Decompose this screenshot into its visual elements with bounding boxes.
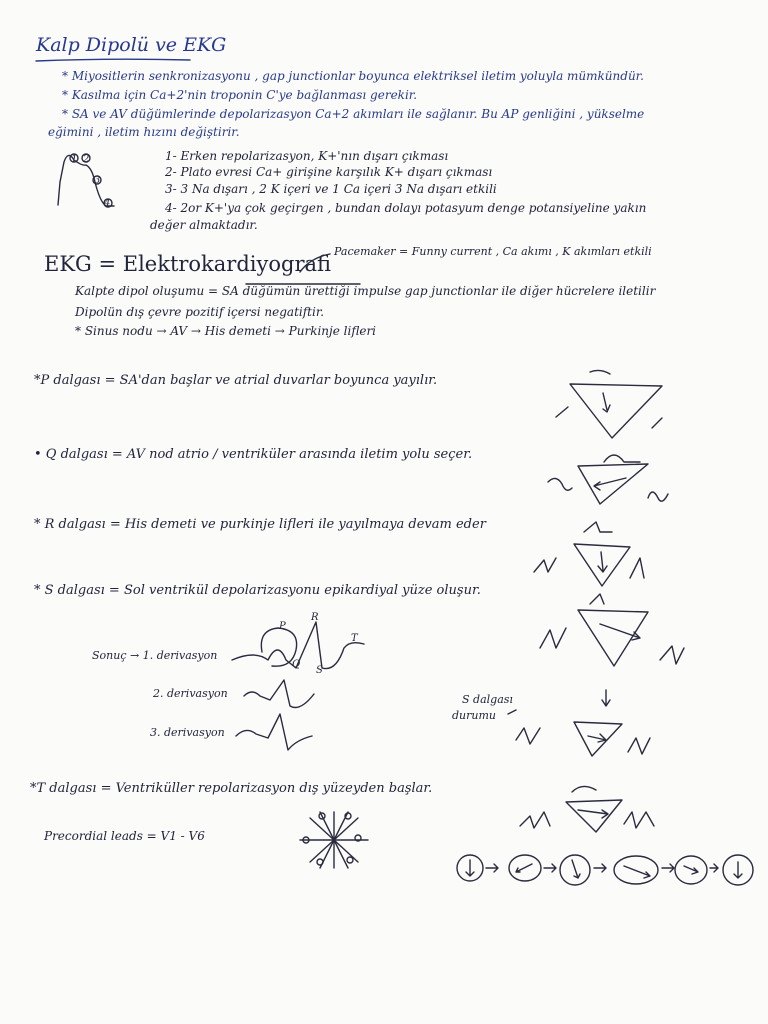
title-underline	[36, 59, 190, 61]
derivation-2-label: 2. derivasyon	[153, 687, 228, 700]
p-wave-heart-triangle	[556, 370, 662, 438]
wave-letter-p: P	[279, 621, 286, 632]
pacemaker-arrow	[300, 254, 330, 272]
s-wave-heart-triangle	[540, 594, 684, 666]
pacemaker-note: Pacemaker = Funny current , Ca akımı , K akımları etkili	[334, 245, 652, 258]
ap-phase-marker: 4	[104, 198, 111, 209]
ap-phase-marker: 1	[71, 154, 78, 165]
wave-letter-q: Q	[292, 659, 301, 670]
page-title: Kalp Dipolü ve EKG	[36, 34, 227, 56]
intro-line: * Miyositlerin senkronizasyonu , gap junctionlar boyunca elektriksel iletim yoluyla mümkündür.	[62, 69, 644, 83]
s-note-line: durumu	[452, 709, 496, 722]
s-note-line: S dalgası	[462, 693, 513, 706]
q-wave-text: • Q dalgası = AV nod atrio / ventriküler arasında iletim yolu seçer.	[34, 447, 473, 462]
ap-phase-line: 1- Erken repolarizasyon, K+'nın dışarı çıkması	[165, 149, 449, 163]
r-wave-text: * R dalgası = His demeti ve purkinje lifleri ile yayılmaya devam eder	[34, 517, 486, 532]
ap-phase-line: 4- 2or K+'ya çok geçirgen , bundan dolayı potasyum denge potansiyeline yakın	[165, 201, 647, 215]
p-wave-text: *P dalgası = SA'dan başlar ve atrial duvarlar boyunca yayılır.	[34, 373, 438, 388]
precordial-leads-star	[300, 812, 368, 868]
ekg-line: Dipolün dış çevre pozitif içersi negatiftir.	[75, 305, 325, 319]
ap-phase-line: değer almaktadır.	[150, 218, 258, 232]
wave-letter-s: S	[316, 665, 323, 676]
q-wave-heart-triangle	[548, 455, 668, 504]
s-wave-text: * S dalgası = Sol ventrikül depolarizasyonu epikardiyal yüze oluşur.	[34, 583, 481, 598]
ap-phase-marker: 3	[94, 175, 101, 186]
ekg-line: * Sinus nodu → AV → His demeti → Purkinje lifleri	[75, 324, 377, 338]
ekg-line: Kalpte dipol oluşumu = SA düğümün ürettiği impulse gap junctionlar ile diğer hücrelere iletilir	[75, 284, 656, 298]
derivation-1-label: Sonuç → 1. derivasyon	[92, 649, 218, 662]
derivation-ecg-tracings	[232, 622, 364, 750]
dipole-rotation-sequence	[457, 855, 753, 885]
precordial-leads-text: Precordial leads = V1 - V6	[44, 829, 205, 843]
t-wave-heart-triangle	[520, 786, 654, 832]
wave-letter-t: T	[351, 633, 358, 644]
ap-phase-line: 2- Plato evresi Ca+ girişine karşılık K+ dışarı çıkması	[165, 165, 493, 179]
derivation-3-label: 3. derivasyon	[150, 726, 225, 739]
r-wave-heart-triangle	[534, 522, 644, 586]
intro-line: * SA ve AV düğümlerinde depolarizasyon Ca+2 akımları ile sağlanır. Bu AP genliğini , yükselme	[62, 107, 645, 121]
ap-phase-line: 3- 3 Na dışarı , 2 K içeri ve 1 Ca içeri 3 Na dışarı etkili	[165, 182, 497, 196]
action-potential-sketch	[58, 154, 114, 207]
ap-phase-marker: 2	[83, 154, 90, 165]
intro-line: eğimini , iletim hızını değiştirir.	[48, 125, 240, 139]
t-wave-text: *T dalgası = Ventriküller repolarizasyon dış yüzeyden başlar.	[30, 781, 433, 796]
intro-line: * Kasılma için Ca+2'nin troponin C'ye bağlanması gerekir.	[62, 88, 418, 102]
s-note-heart-triangle	[508, 690, 650, 756]
ekg-heading: EKG = Elektrokardiyografi	[44, 252, 332, 276]
wave-letter-r: R	[311, 612, 319, 623]
